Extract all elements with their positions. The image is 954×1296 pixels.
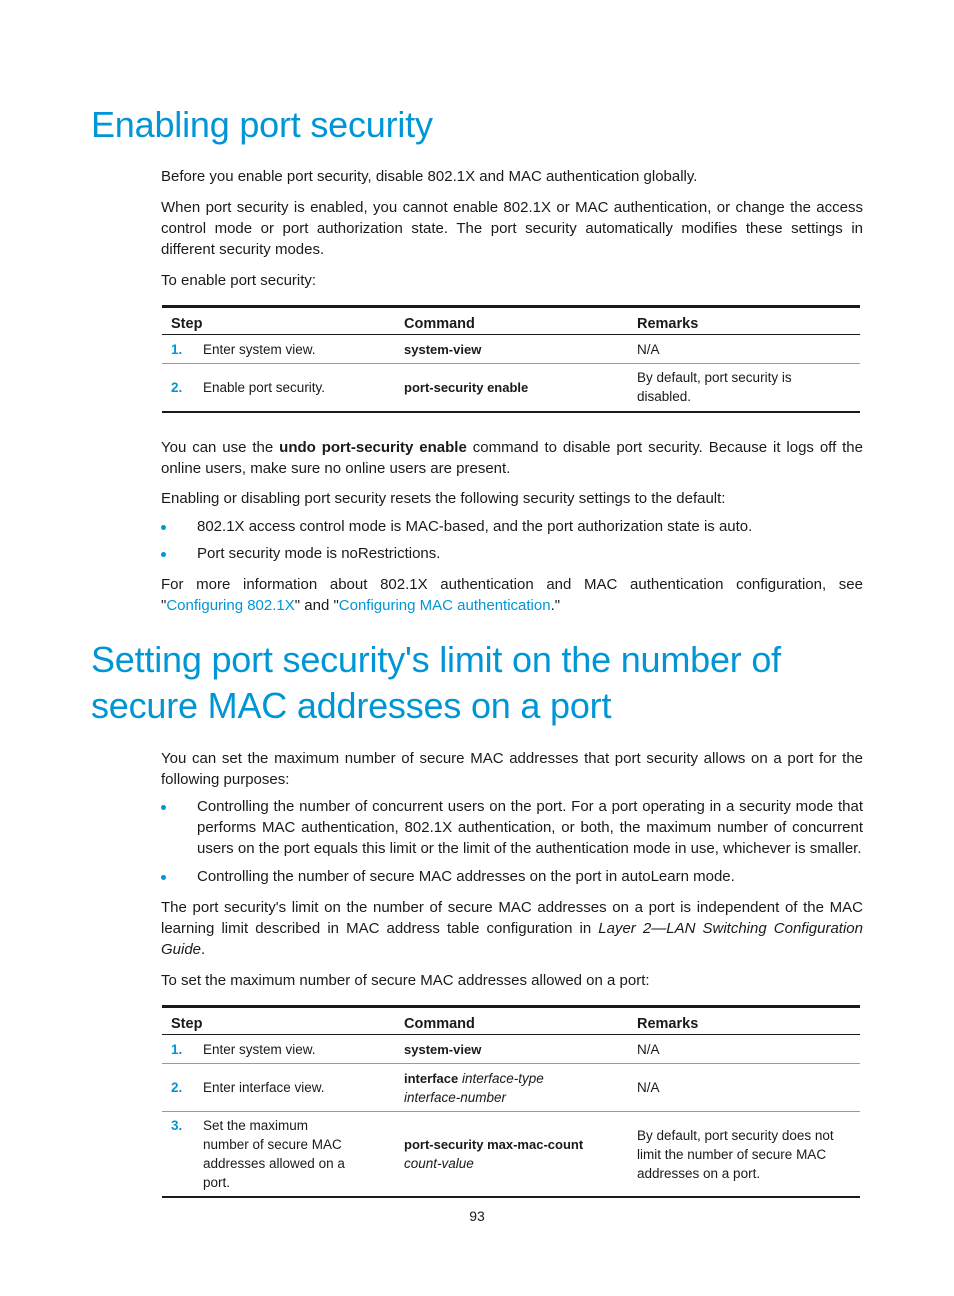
paragraph: The port security's limit on the number of secure MAC addresses on a port is independent of the MAC learning limit described in MAC address table configuration in Layer 2—LAN Switching Configuration Guide. [161,899,863,958]
command-keyword: system-view [404,341,482,357]
column-header-step: Step [162,1007,395,1035]
table-row [162,1064,860,1112]
step-description: Enter system view. [203,341,316,357]
column-header-remarks: Remarks [628,1007,860,1035]
list-item: Controlling the number of secure MAC addresses on the port in autoLearn mode. [161,866,863,887]
command-keyword: port-security max-mac-count [404,1137,584,1152]
table-max-mac-count [162,1005,860,1198]
link-configuring-mac-authentication[interactable]: Configuring MAC authentication [338,597,551,614]
command-keyword: interface [404,1070,459,1086]
bullet-icon [161,552,166,557]
step-number: 1. [171,341,183,357]
table-row [162,364,860,412]
step-number: 1. [171,1041,183,1057]
column-header-remarks: Remarks [628,307,860,335]
step-number: 3. [171,1118,183,1133]
column-header-command: Command [395,1007,628,1035]
bullet-icon [161,805,166,810]
step-description: Enable port security. [203,379,326,395]
table-enable-port-security [162,305,860,413]
paragraph: For more information about 802.1X authentication and MAC authentication configuration, see "Configuring 802.1X" and "Configuring MAC authentication." [161,576,863,614]
command-keyword: port-security enable [404,379,529,395]
step-description: Enter interface view. [203,1080,325,1095]
inline-command: undo port-security enable [279,439,467,456]
table-row [162,1112,860,1198]
column-header-command: Command [395,307,628,335]
step-number: 2. [171,379,183,395]
paragraph: You can set the maximum number of secure MAC addresses that port security allows on a port for the following purposes: [161,750,863,788]
table-row [162,1035,860,1064]
section-title-enabling-port-security: Enabling port security [91,104,433,145]
page-number: 93 [469,1208,485,1224]
paragraph: To enable port security: [161,272,317,289]
remarks-cell: N/A [628,1064,860,1112]
paragraph: When port security is enabled, you cannot enable 802.1X or MAC authentication, or change the access control mode or port authorization state. The port security automatically modifies these settings in different security modes. [161,199,863,258]
step-description: Set the maximum number of secure MAC addresses allowed on a port. [203,1118,345,1190]
command-argument: interface-type interface-number [404,1070,544,1105]
command-argument: count-value [404,1156,474,1171]
paragraph: Enabling or disabling port security resets the following security settings to the default: [161,490,726,507]
bullet-icon [161,875,166,880]
bullet-icon [161,525,166,530]
command-keyword: system-view [404,1041,482,1057]
list-item: 802.1X access control mode is MAC-based, and the port authorization state is auto. [161,516,863,537]
remarks-cell: N/A [637,341,660,357]
link-configuring-8021x[interactable]: Configuring 802.1X [166,597,295,614]
list-item: Controlling the number of concurrent users on the port. For a port operating in a security mode that performs MAC authentication, 802.1X authentication, or both, the maximum number of concurrent users on the port equals this limit or the limit of the authentication mode in use, whichever is smaller. [161,796,863,859]
paragraph: Before you enable port security, disable 802.1X and MAC authentication globally. [161,168,698,185]
remarks-cell: N/A [637,1041,660,1057]
section-title-secure-mac-limit: Setting port security's limit on the number of secure MAC addresses on a port [91,639,781,726]
step-number: 2. [171,1080,183,1095]
list-item: Port security mode is noRestrictions. [161,543,863,564]
remarks-cell: By default, port security is disabled. [628,364,860,412]
table-row [162,335,860,364]
step-description: Enter system view. [203,1041,316,1057]
column-header-step: Step [162,307,395,335]
paragraph: To set the maximum number of secure MAC addresses allowed on a port: [161,972,650,989]
guide-title: Layer 2—LAN Switching Configuration Guide [161,920,863,958]
remarks-cell: By default, port security does not limit the number of secure MAC addresses on a port. [628,1112,860,1198]
paragraph: You can use the undo port-security enable command to disable port security. Because it logs off the online users, make sure no online users are present. [161,439,863,477]
